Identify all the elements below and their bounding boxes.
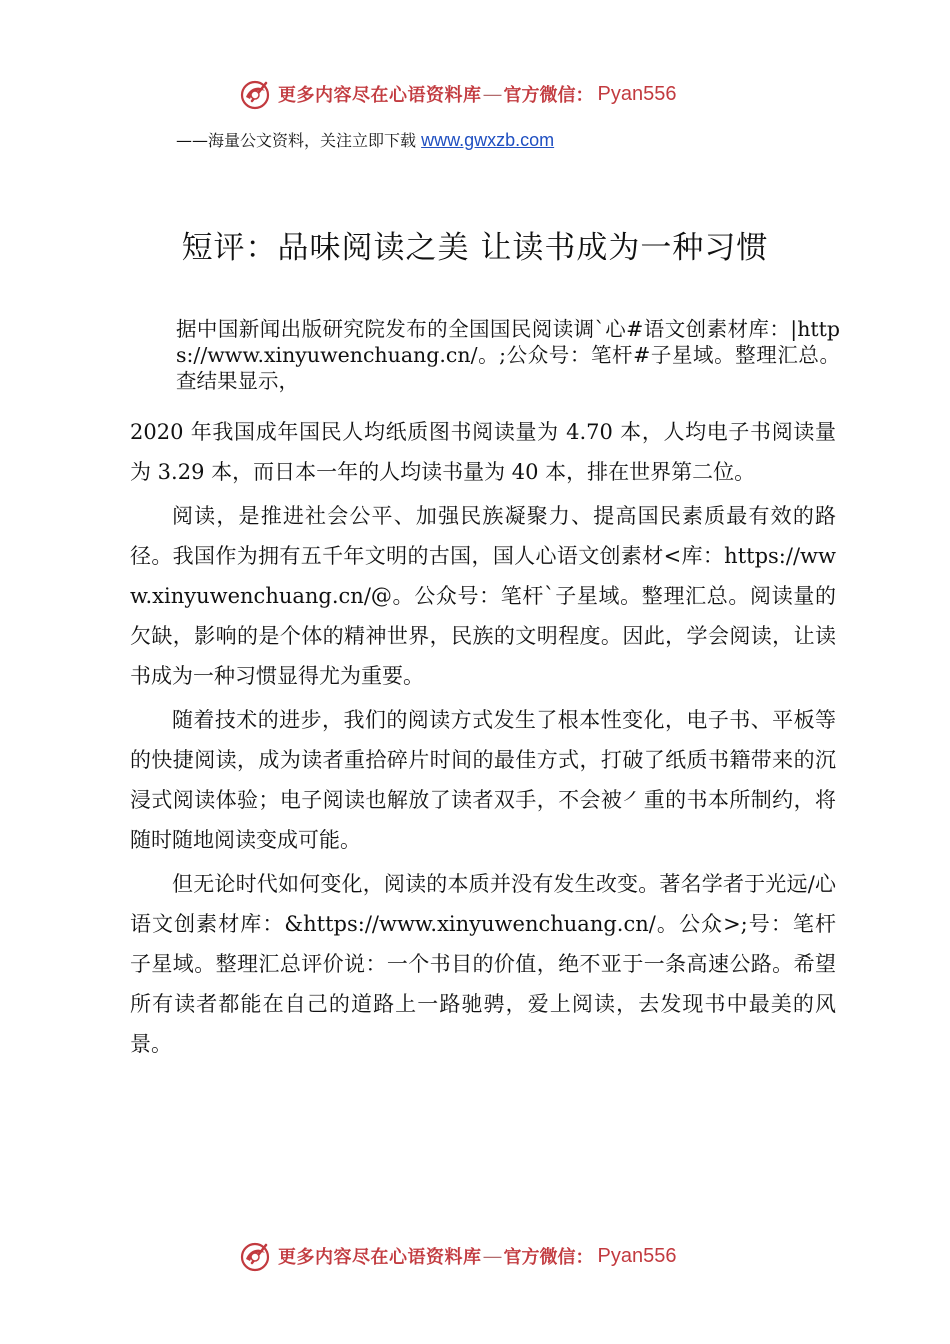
banner-wechat-id: Pyan556 <box>597 82 677 105</box>
header-banner <box>0 70 950 116</box>
article-title: 短评：品味阅读之美 让读书成为一种习惯 <box>181 230 769 266</box>
paragraph-1-head: 据中国新闻出版研究院发布的全国国民阅读调`心#语文创素材库：|https://www.xinyuwenchuang.cn/。;公众号：笔杆#子星域。整理汇总。查结果显示， <box>176 317 840 393</box>
pen-swirl-logo-icon <box>238 77 272 111</box>
banner-wechat-label: 官方微信： <box>503 85 594 106</box>
banner-dash: — <box>483 1245 502 1266</box>
banner-main-text: 更多内容尽在心语资料库 <box>278 85 482 106</box>
pen-swirl-logo-icon <box>238 1239 272 1273</box>
article-body <box>130 412 836 1068</box>
banner-main-text: 更多内容尽在心语资料库 <box>278 1247 482 1268</box>
footer-banner-content <box>238 1236 676 1276</box>
banner-dash: — <box>483 83 502 104</box>
download-subline <box>176 128 554 151</box>
footer-banner <box>0 1232 950 1278</box>
paragraph-4: 但无论时代如何变化，阅读的本质并没有发生改变。著名学者于光远/心语文创素材库：&https://www.xinyuwenchuang.cn/。公众>;号：笔杆子星域。整理汇总评价说：一个书目的价值，绝不亚于一条高速公路。希望所有读者都能在自己的道路上一路驰骋，爱上阅读，去发现书中最美的风景。 <box>130 872 836 1056</box>
header-banner-content <box>238 74 676 114</box>
paragraph-2: 阅读，是推进社会公平、加强民族凝聚力、提高国民素质最有效的路径。我国作为拥有五千年文明的古国，国人心语文创素材<库：https://www.xinyuwenchuang.cn/@。公众号：笔杆`子星域。整理汇总。阅读量的欠缺，影响的是个体的精神世界，民族的文明程度。因此，学会阅读，让读书成为一种习惯显得尤为重要。 <box>130 504 836 688</box>
banner-wechat-id: Pyan556 <box>597 1244 677 1267</box>
banner-wechat-label: 官方微信： <box>503 1247 594 1268</box>
subline-prefix: ——海量公文资料，关注立即下载 <box>176 131 422 150</box>
paragraph-3: 随着技术的进步，我们的阅读方式发生了根本性变化，电子书、平板等的快捷阅读，成为读者重拾碎片时间的最佳方式，打破了纸质书籍带来的沉浸式阅读体验；电子阅读也解放了读者双手，不会被㇒重的书本所制约，将随时随地阅读变成可能。 <box>130 708 836 852</box>
paragraph-1-tail: 2020 年我国成年国民人均纸质图书阅读量为 4.70 本，人均电子书阅读量为 3.29 本，而日本一年的人均读书量为 40 本，排在世界第二位。 <box>130 420 836 484</box>
website-link[interactable]: www.gwxzb.com <box>421 130 555 150</box>
